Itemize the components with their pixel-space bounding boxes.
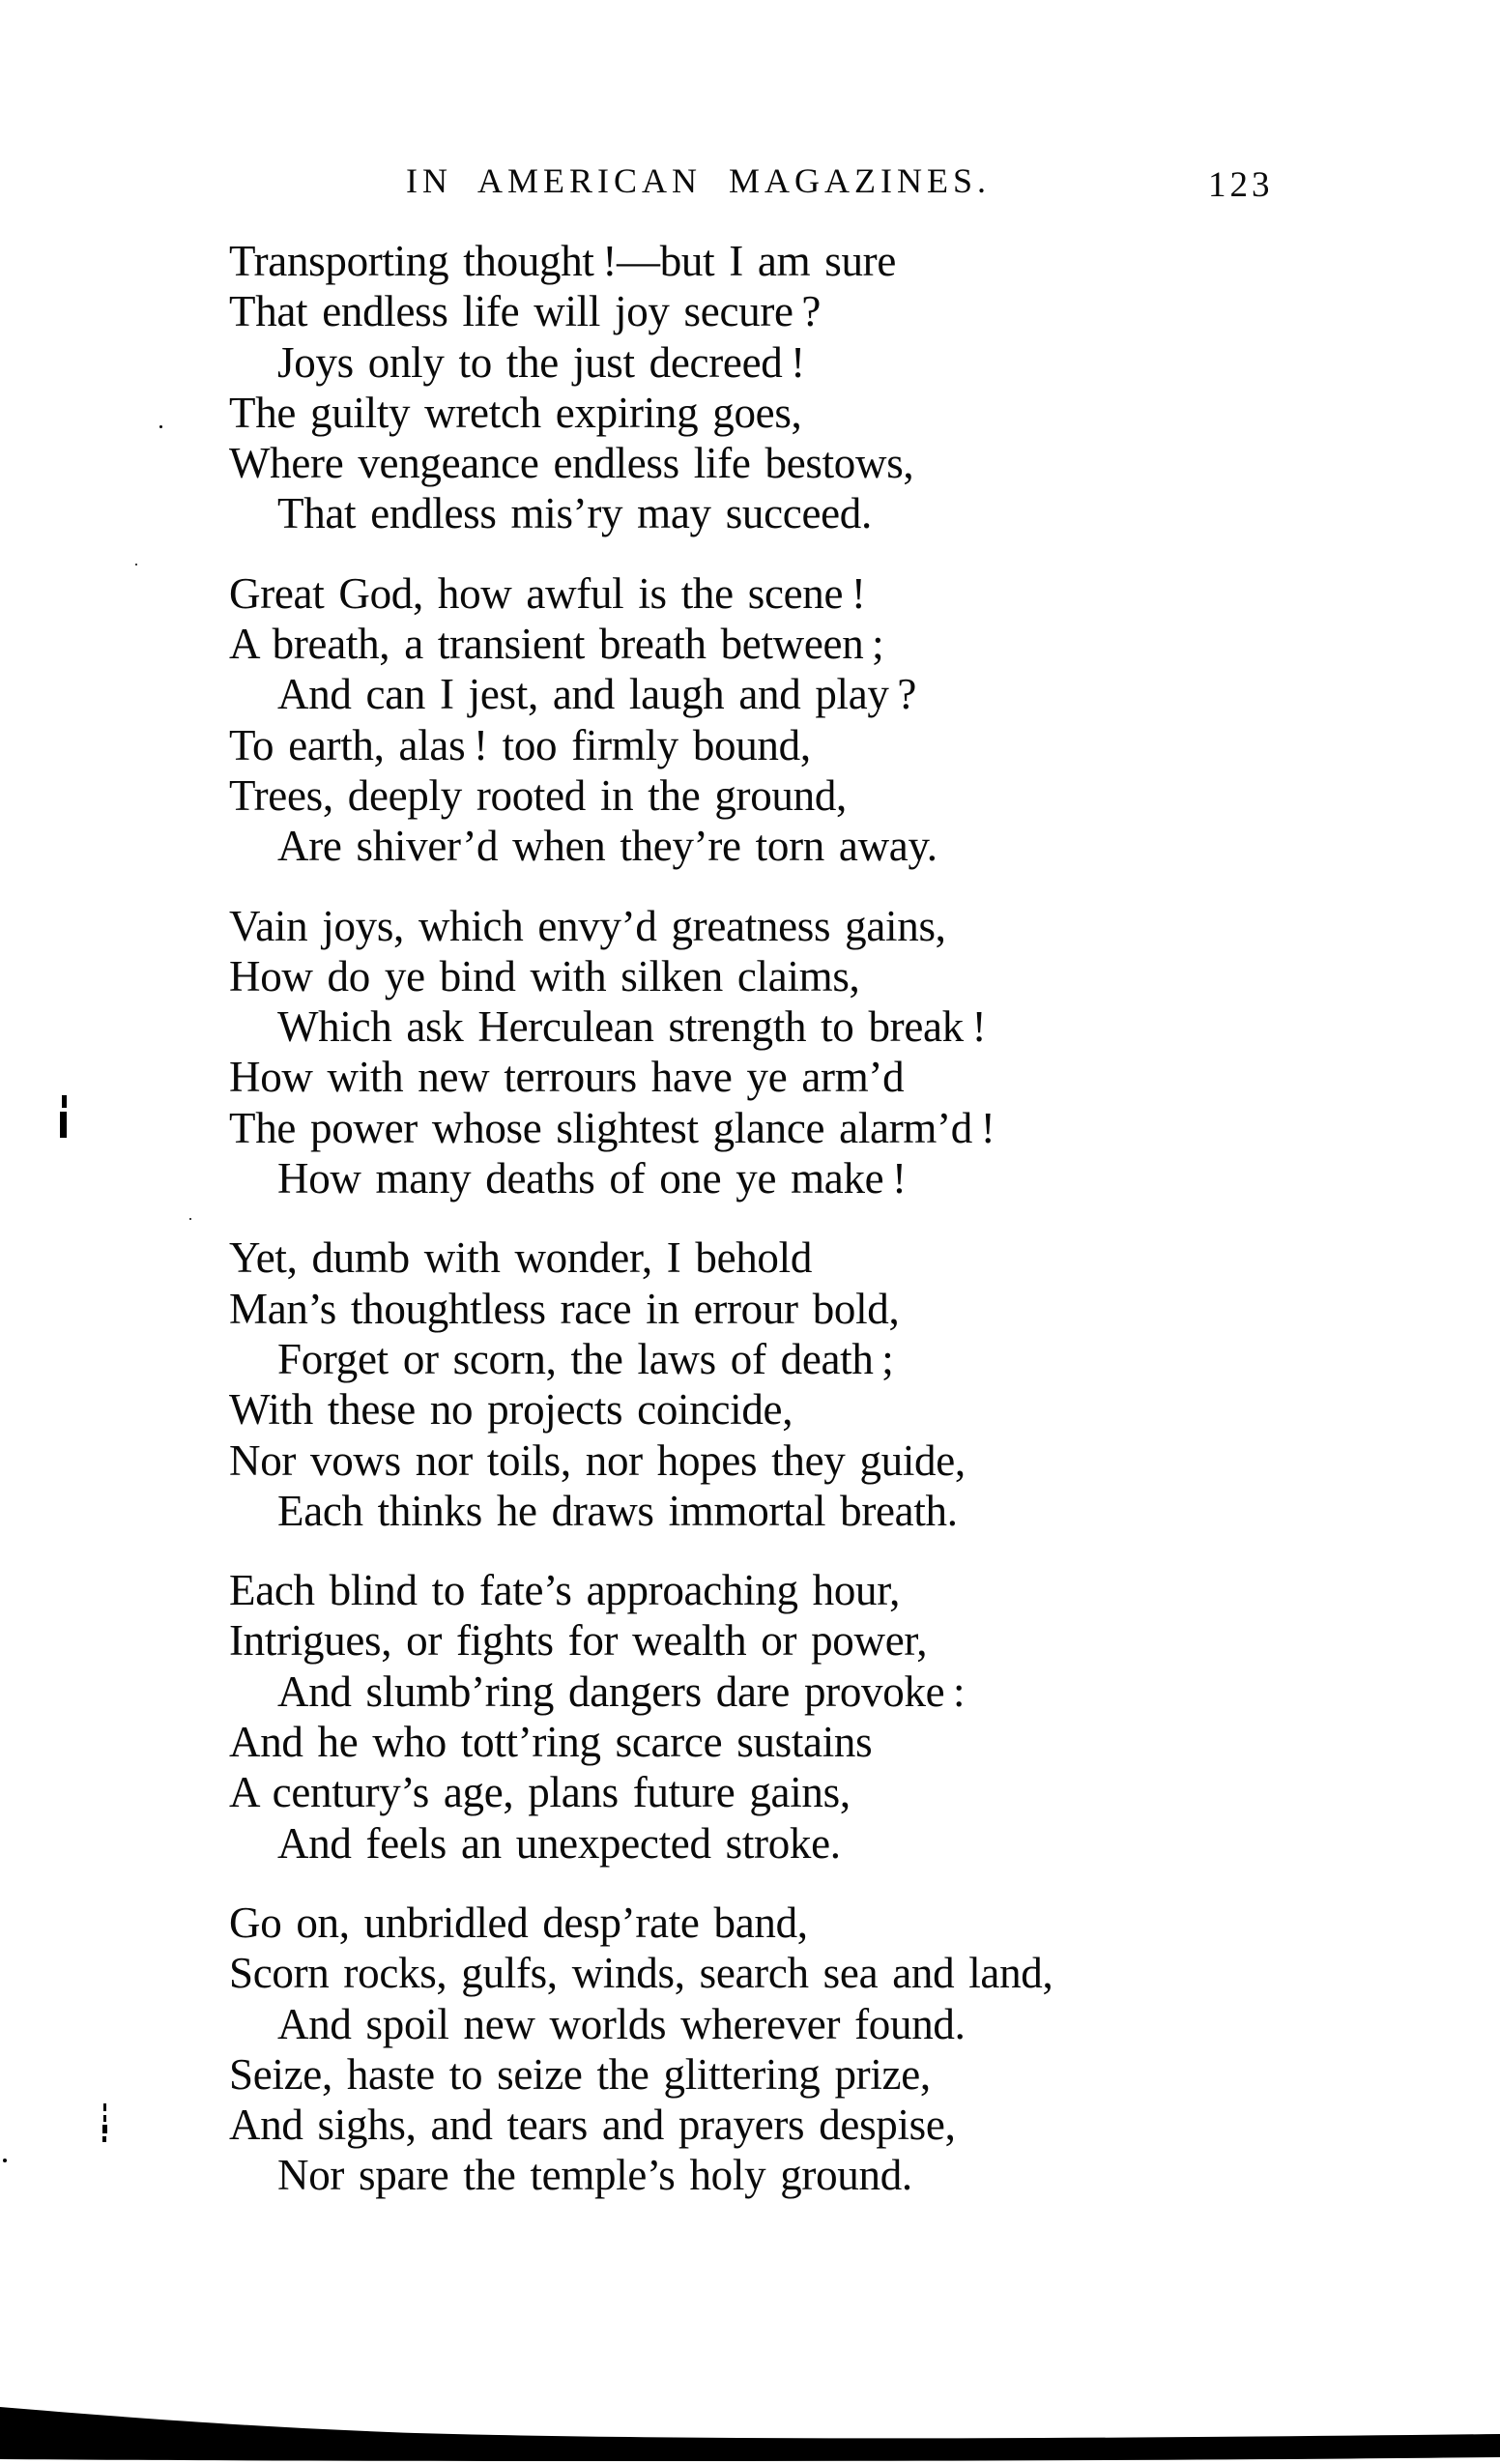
poem-line: Each blind to fate’s approaching hour, — [229, 1566, 901, 1615]
poem-line: Vain joys, which envy’d greatness gains, — [229, 901, 946, 950]
poem-line: How with new terrours have ye arm’d — [229, 1053, 905, 1102]
poem-line: How many deaths of one ye make ! — [277, 1154, 907, 1203]
poem-line: And sighs, and tears and prayers despise, — [229, 2101, 956, 2150]
poem-line: Go on, unbridled desp’rate band, — [229, 1898, 808, 1947]
poem-line: Man’s thoughtless race in errour bold, — [229, 1284, 900, 1333]
poem-line: Intrigues, or fights for wealth or power, — [229, 1616, 928, 1666]
poem-line: Forget or scorn, the laws of death ; — [277, 1334, 894, 1383]
poem-line: And spoil new worlds wherever found. — [277, 1999, 966, 2048]
poem-line: To earth, alas ! too firmly bound, — [229, 720, 811, 769]
running-header-title: IN AMERICAN MAGAZINES. — [406, 161, 991, 200]
stanza — [229, 1565, 1053, 1869]
poem-line: Nor vows nor toils, nor hopes they guide, — [229, 1435, 966, 1485]
poem-line: The guilty wretch expiring goes, — [229, 388, 802, 437]
poem-line: Great God, how awful is the scene ! — [229, 568, 866, 618]
poem-line: And slumb’ring dangers dare provoke : — [277, 1667, 966, 1716]
stanza — [229, 1232, 1053, 1536]
poem-line: And he who tott’ring scarce sustains — [229, 1718, 873, 1767]
poem-line: That endless mis’ry may succeed. — [277, 489, 872, 538]
page-number: 123 — [1208, 165, 1274, 205]
scan-speck — [3, 2159, 7, 2162]
poem-line: Which ask Herculean strength to break ! — [277, 1002, 987, 1052]
poem-line: Yet, dumb with wonder, I behold — [229, 1233, 813, 1283]
poem-line: Each thinks he draws immortal breath. — [277, 1486, 958, 1535]
poem-line: Scorn rocks, gulfs, winds, search sea and land, — [229, 1949, 1053, 1998]
stanza — [229, 1898, 1053, 2201]
scan-artifact-bottom-band — [0, 2401, 1500, 2464]
poem-line: Trees, deeply rooted in the ground, — [229, 770, 847, 820]
poem-line: That endless life will joy secure ? — [229, 287, 822, 336]
poem-line: Transporting thought !—but I am sure — [229, 237, 897, 285]
stanza — [229, 568, 1053, 872]
poem-line: And feels an unexpected stroke. — [277, 1818, 841, 1868]
poem-line: The power whose slightest glance alarm’d ! — [229, 1103, 995, 1152]
poem — [229, 236, 1053, 2230]
poem-line: How do ye bind with silken claims, — [229, 951, 860, 1000]
scan-speck — [189, 1218, 191, 1220]
poem-line: And can I jest, and laugh and play ? — [277, 670, 916, 719]
poem-line: A century’s age, plans future gains, — [229, 1768, 851, 1817]
stanza — [229, 236, 1053, 539]
poem-line: Nor spare the temple’s holy ground. — [277, 2151, 912, 2200]
poem-line: Joys only to the just decreed ! — [277, 337, 805, 387]
poem-line: Are shiver’d when they’re torn away. — [277, 822, 938, 871]
poem-line: Where vengeance endless life bestows, — [229, 439, 914, 488]
scan-speck — [135, 564, 137, 565]
poem-line: A breath, a transient breath between ; — [229, 620, 884, 669]
poem-line: With these no projects coincide, — [229, 1385, 793, 1435]
stanza — [229, 901, 1053, 1204]
scan-speck — [159, 425, 162, 428]
poem-line: Seize, haste to seize the glittering prize, — [229, 2049, 931, 2099]
